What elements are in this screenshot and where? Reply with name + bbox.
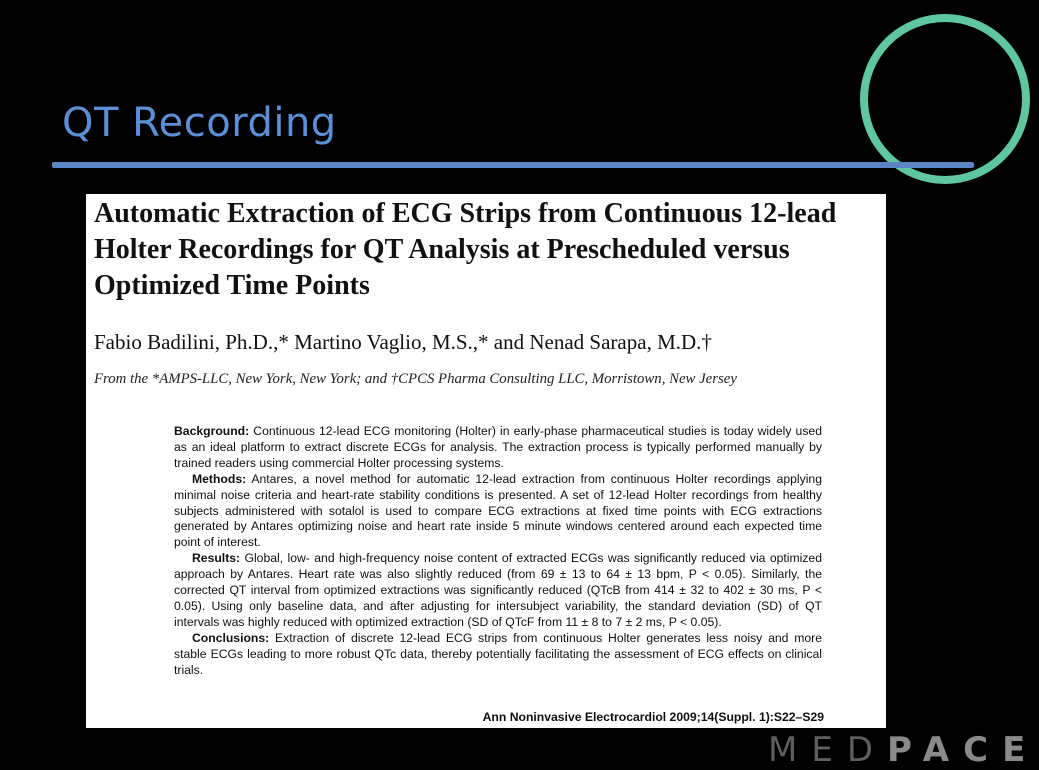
abstract-methods [174,472,822,552]
abstract-background [174,424,822,472]
abstract-conclusions [174,631,822,679]
results-text: Global, low- and high-frequency noise content of extracted ECGs was significantly reduced via optimized approach by Antares. Heart rate was also slightly reduced (from 69 ± 13 to 64 ± 13 bpm, P < 0.05). Similarly, the corrected QT interval from optimized extractions was significantly reduced (QTcB from 414 ± 32 to 402 ± 30 ms, P < 0.05). Using only baseline data, and after adjusting for intersubject variability, the standard deviation (SD) of QT intervals was highly reduced with optimized extraction (SD of QTcF from 11 ± 8 to 7 ± 2 ms, P < 0.05). [174,551,822,629]
conclusions-text: Extraction of discrete 12-lead ECG strips from continuous Holter generates less noisy and more stable ECGs leading to more robust QTc data, thereby potentially facilitating the assessment of ECG effects on clinical trials. [174,630,822,677]
article-excerpt [86,194,886,728]
article-affiliation: From the *AMPS-LLC, New York, New York; and †CPCS Pharma Consulting LLC, Morristown, New Jersey [94,371,737,387]
logo-part-pace: PACE [887,730,1039,770]
methods-label: Methods: [192,471,247,486]
title-underline [52,162,974,168]
decorative-ring [860,14,1030,184]
background-label: Background: [174,424,250,438]
background-text: Continuous 12-lead ECG monitoring (Holter) in early-phase pharmaceutical studies is today widely used as an ideal platform to extract discrete ECGs for analysis. The extraction process is typically performed manually by trained readers using commercial Holter processing systems. [174,424,822,470]
results-label: Results: [192,551,241,566]
medpace-logo [768,730,1039,770]
abstract-results [174,551,822,631]
article-authors: Fabio Badilini, Ph.D.,* Martino Vaglio, M.S.,* and Nenad Sarapa, M.D.† [94,330,712,354]
logo-part-med: MED [768,730,887,770]
article-abstract [174,424,822,679]
article-citation: Ann Noninvasive Electrocardiol 2009;14(Suppl. 1):S22–S29 [482,710,824,724]
methods-text: Antares, a novel method for automatic 12-lead extraction from continuous Holter recordings applying minimal noise criteria and heart-rate stability conditions is presented. A set of 12-lead Holter recordings from healthy subjects administered with sotalol is used to compare ECG extractions at fixed time points with ECG extractions generated by Antares optimizing noise and heart rate inside 5 minute windows centered around each expected time point of interest. [174,471,822,550]
article-title: Automatic Extraction of ECG Strips from Continuous 12-lead Holter Recordings for QT Analysis at Prescheduled versus Optimized Time Points [94,198,837,301]
slide-title: QT Recording [62,100,337,146]
conclusions-label: Conclusions: [192,630,270,645]
